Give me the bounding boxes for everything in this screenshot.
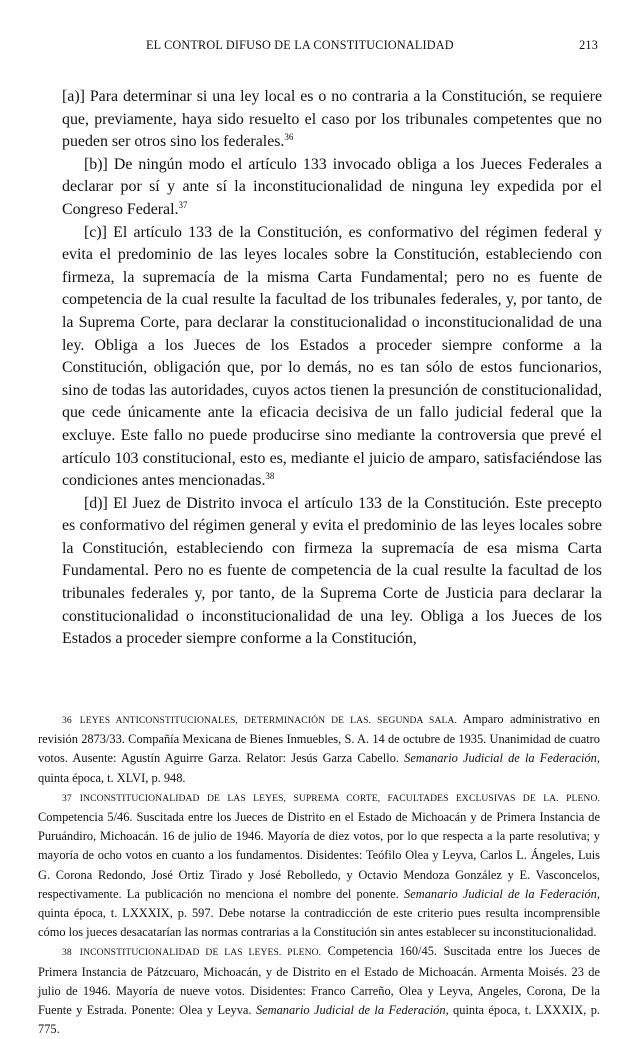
footnote-heading: INCONSTITUCIONALIDAD DE LAS LEYES, SUPREMA CORTE, FACULTADES EXCLUSIVAS DE LA. PLENO. [79, 792, 600, 804]
footnote-ref-36[interactable]: 36 [284, 132, 294, 143]
footnote-text: Amparo administrativo en revisión 2873/33. Compañía Mexicana de Bienes Inmuebles, S. A. 14 de octubre de 1935. Unanimidad de cuatro votos. Ausente: Agustín Aguirre Garza. Relator: Jesús Garza Cabello. [38, 712, 600, 766]
body-text [62, 86, 602, 651]
footnote-36 [38, 710, 600, 788]
page-number: 213 [579, 38, 598, 52]
footnote-heading: LEYES ANTICONSTITUCIONALES, DETERMINACIÓN DE LAS. SEGUNDA SALA. [79, 715, 457, 726]
journal-title: Semanario Judicial de la Federación [404, 886, 597, 901]
journal-title: Semanario Judicial de la Federación [404, 751, 597, 766]
footnote-number: 38 [62, 947, 72, 959]
footnotes [38, 710, 600, 1039]
paragraph-a: [a)] Para determinar si una ley local es o no contraria a la Constitución, se requiere que, previamente, haya sido resuelto el caso por los tribunales competentes que no pueden ser otros sino los federales.$^{36}$ [62, 88, 602, 151]
footnote-ref-37[interactable]: 37 [178, 199, 188, 210]
running-title: EL CONTROL DIFUSO DE LA CONSTITUCIONALIDAD [146, 38, 454, 52]
footnote-37 [38, 788, 600, 943]
paragraph-c: [c)] El artículo 133 de la Constitución, es conformativo del régimen federal y evita el predominio de las leyes locales sobre la Constitución, estableciendo con firmeza, la supremacía de la misma Carta Fundamental; pero no es fuente de competencia de la cual resulte la facultad de los tribunales federales, y, por tanto, de la Suprema Corte, para declarar la constitucionalidad o inconstitucionalidad de una ley. Obliga a los Jueces de los Estados a proceder siempre conforme a la Constitución, obligación que, por lo demás, no es tan sólo de estos funcionarios, sino de todas las autoridades, cuyos actos tienen la presunción de constitucionalidad, que cede únicamente ante la eficacia decisiva de un fallo judicial federal que la excluye. Este fallo no puede producirse sino mediante la controversia que prevé el artículo 103 constitucional, esto es, mediante el juicio de amparo, satisfaciéndose las condiciones antes mencionadas.$^{38}$ [62, 223, 602, 490]
footnote-text: Competencia 160/45. Suscitada entre los Jueces de Primera Instancia de Pátzcuaro, Michoacán, y de Distrito en el Estado de Michoacán. Armenta Moisés. 23 de julio de 1946. Mayoría de nueve votos. Disidentes: Franco Carreño, Olea y Leyva, Angeles, Corona, De la Fuente y Estrada. Ponente: Olea y Leyva. [38, 944, 601, 1018]
footnote-38 [38, 942, 600, 1039]
running-header [0, 38, 638, 54]
footnote-tail: , quinta época, t. LXXXIX, p. 597. Debe notarse la contradicción de este criterio pues resulta incomprensible cómo los jueces desacatarían las normas contrarias a la Constitución sin antes establecer su inconstitucionalidad. [38, 886, 600, 940]
paragraph-b: [b)] De ningún modo el artículo 133 invocado obliga a los Jueces Federales a declarar por sí y ante sí la inconstitucionalidad de ninguna ley expedida por el Congreso Federal.$^{37}$ [62, 155, 602, 218]
footnote-tail: , quinta época, t. XLVI, p. 948. [38, 751, 600, 785]
paragraph-d: [d)] El Juez de Distrito invoca el artículo 133 de la Constitución. Este precepto es conformativo del régimen general y evita el predominio de las leyes locales sobre la Constitución, estableciendo con firmeza la supremacía de esa misma Carta Fundamental. Pero no es fuente de competencia de la cual resulte la facultad de los tribunales federales y, por tanto, de la Suprema Corte de Justicia para declarar la constitucionalidad o inconstitucionalidad de una ley. Obliga a los Jueces de los Estados a proceder siempre conforme a la Constitución, [62, 494, 602, 648]
footnote-number: 36 [62, 715, 72, 726]
footnote-heading: INCONSTITUCIONALIDAD DE LAS LEYES. PLENO. [79, 947, 322, 959]
footnote-text: Competencia 5/46. Suscitada entre los Jueces de Distrito en el Estado de Michoacán y de Primera Instancia de Puruándiro, Michoacán. 16 de julio de 1946. Mayoría de diez votos, por lo que respecta a la parte resolutiva; y mayoría de ocho votos en cuanto a los fundamentos. Disidentes: Teófilo Olea y Leyva, Carlos L. Ángeles, Luis G. Corona Redondo, José Ortiz Tirado y José Rebolledo, y Octavio Mendoza González y E. Vasconcelos, respectivamente. La publicación no menciona el nombre del ponente. [38, 810, 600, 901]
journal-title: Semanario Judicial de la Federación [255, 1003, 446, 1018]
footnote-ref-38[interactable]: 38 [265, 471, 275, 482]
footnote-tail: , quinta época, t. LXXXIX, p. 775. [38, 1003, 600, 1037]
footnote-number: 37 [62, 792, 72, 804]
